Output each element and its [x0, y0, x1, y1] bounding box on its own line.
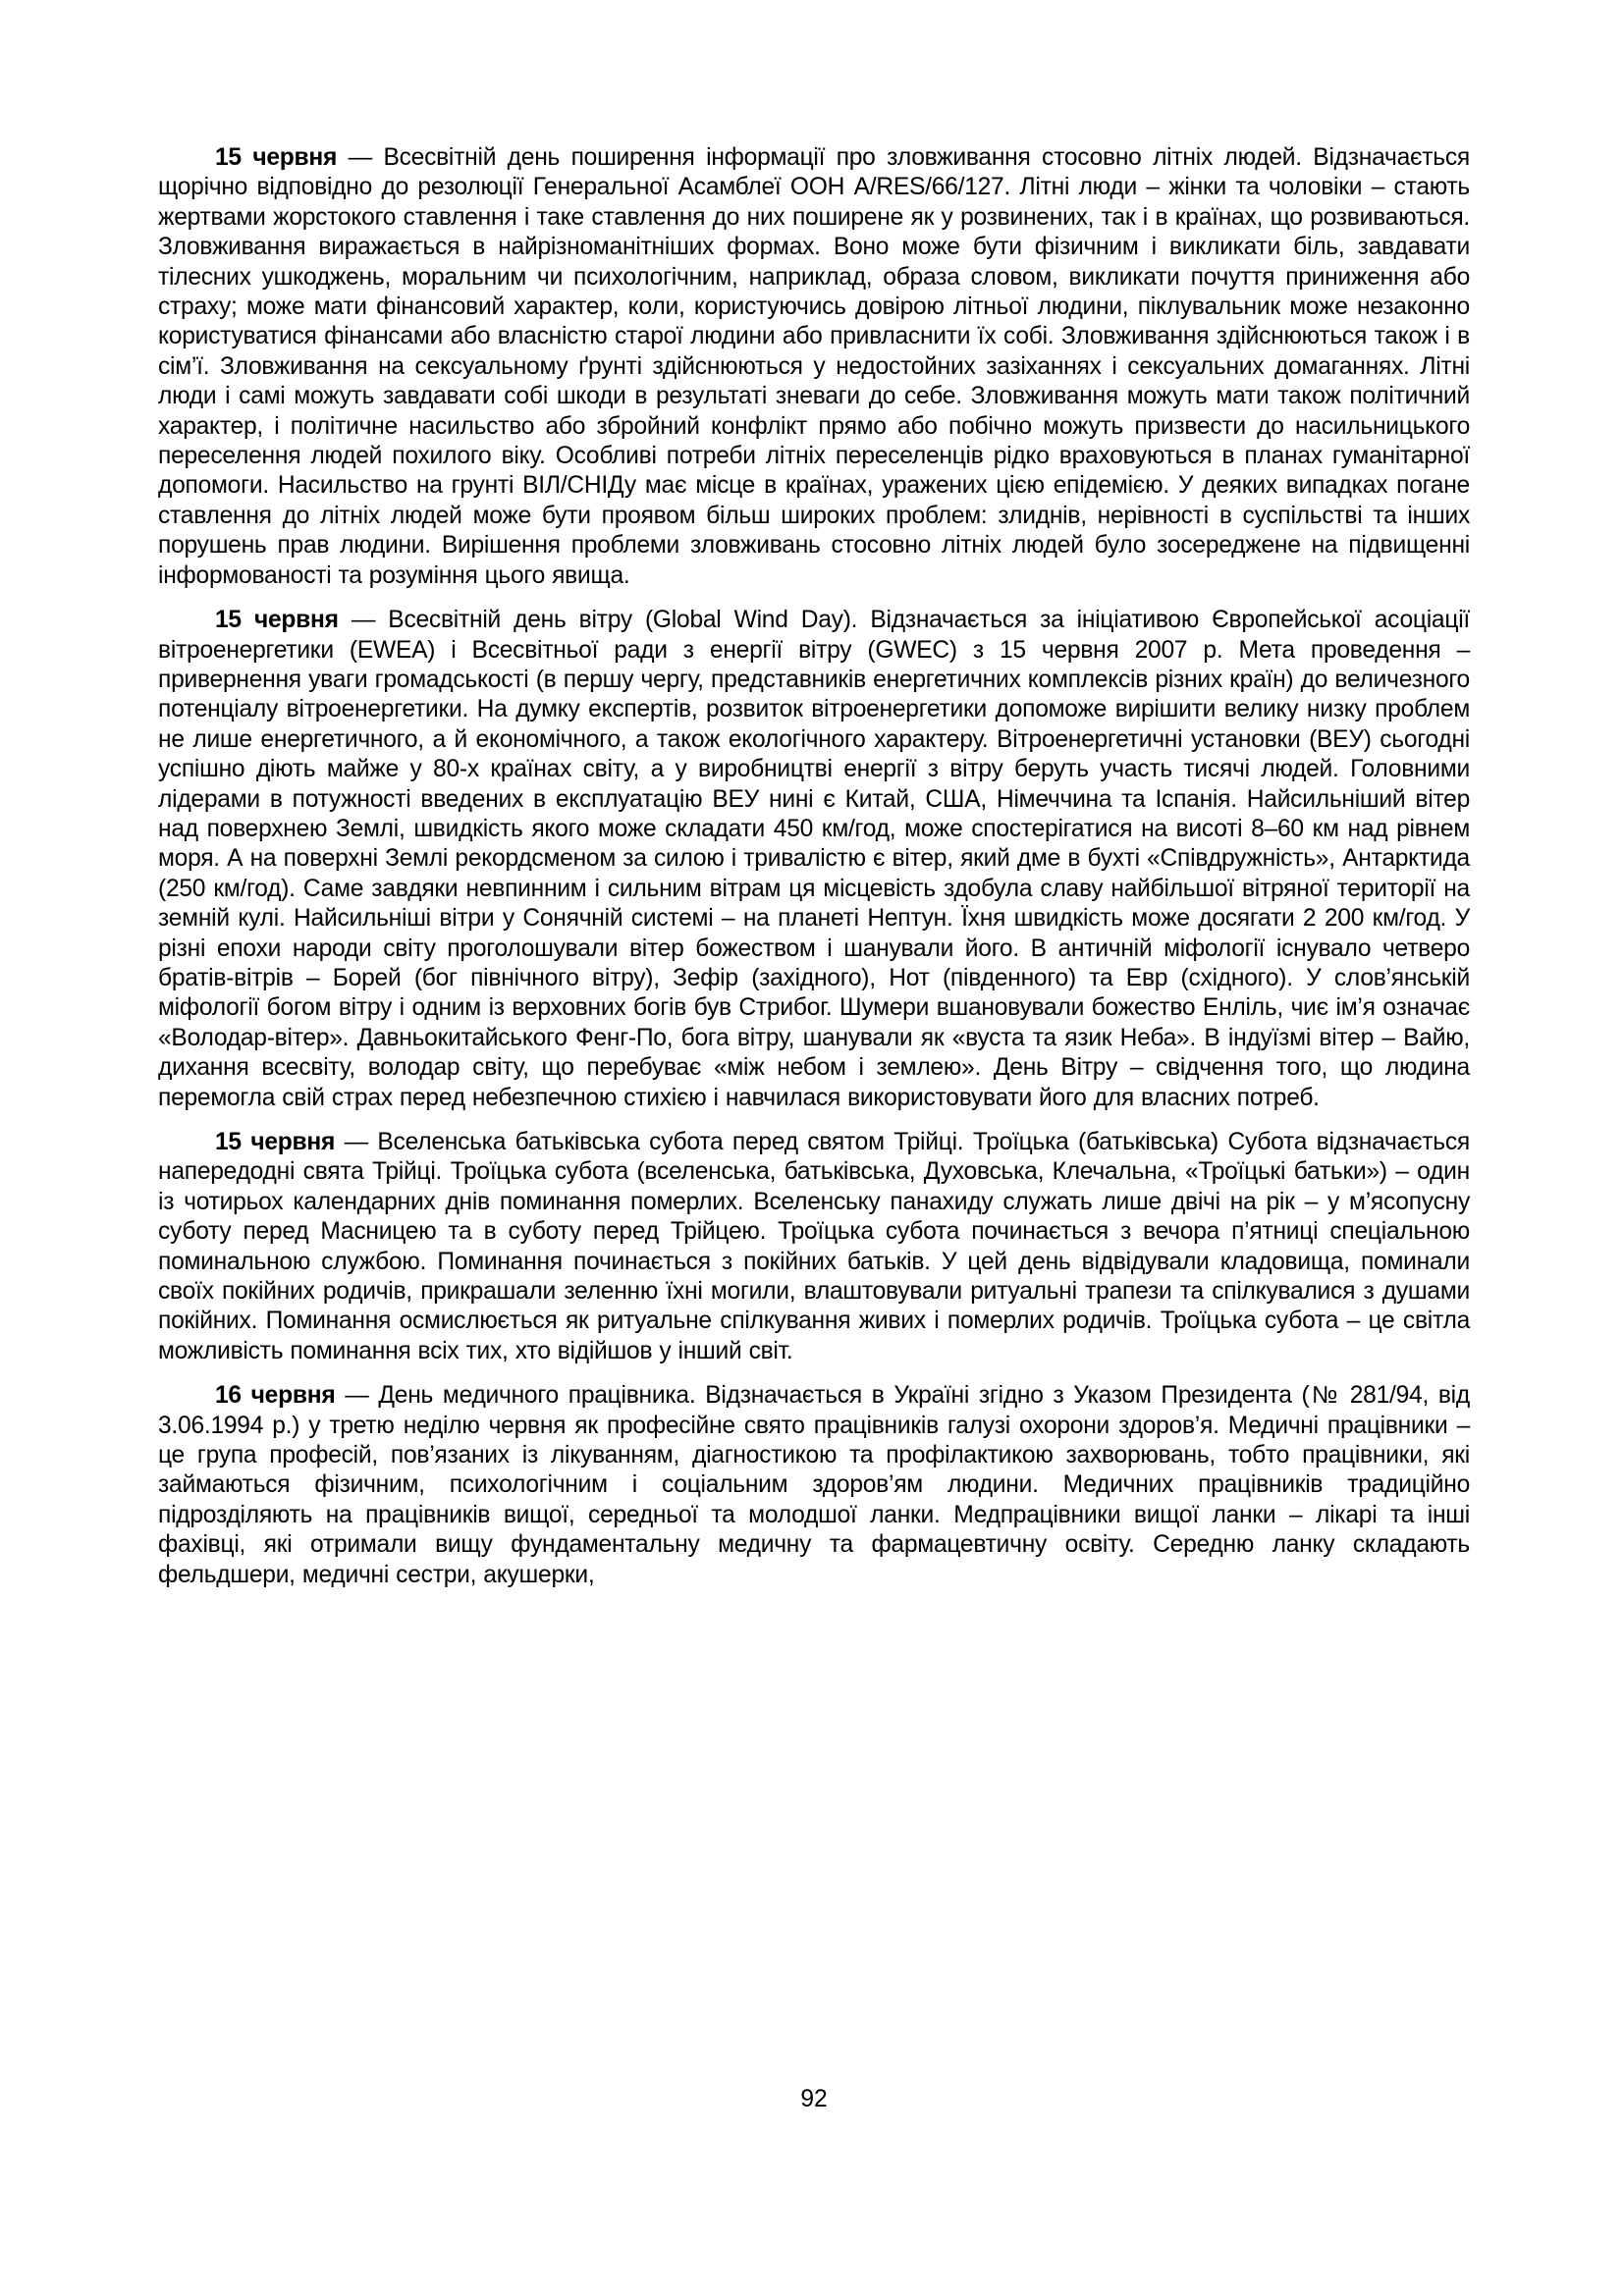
calendar-entry-june-15-wind-day [158, 606, 1470, 1113]
calendar-entry-june-15-elder-abuse [158, 143, 1470, 591]
entry-text: — Всесвітній день поширення інформації про зловживання стосовно літніх людей. Відзначається щорічно відповідно до резолюції Генеральної Асамблеї ООН A/RES/66/127. Літні люди – жінки та чоловіки – стають жертвами жорстокого ставлення і таке ставлення до них поширене як у розвинених, так і в країнах, що розвиваються. Зловживання виражається в найрізноманітніших формах. Воно може бути фізичним і викликати біль, завдавати тілесних ушкоджень, моральним чи психологічним, наприклад, образа словом, викликати почуття приниження або страху; може мати фінансовий характер, коли, користуючись довірою літньої людини, піклувальник може незаконно користуватися фінансами або власністю старої людини або привласнити їх собі. Зловживання здійснюються також і в сім’ї. Зловживання на сексуальному ґрунті здійснюються у недостойних зазіханнях і сексуальних домаганнях. Літні люди і самі можуть завдавати собі шкоди в результаті зневаги до себе. Зловживання можуть мати також політичний характер, і політичне насильство або збройний конфлікт прямо або побічно можуть призвести до насильницького переселення людей похилого віку. Особливі потреби літніх переселенців рідко враховуються в планах гуманітарної допомоги. Насильство на грунті ВІЛ/СНІДу має місце в країнах, уражених цією епідемією. У деяких випадках погане ставлення до літніх людей може бути проявом більш широких проблем: злиднів, нерівності в суспільстві та інших порушень прав людини. Вирішення проблеми зловживань стосовно літніх людей було зосереджене на підвищенні інформованості та розуміння цього явища. [158, 144, 1470, 589]
entry-text: — Всесвітній день вітру (Global Wind Day). Відзначається за ініціативою Європейської асоціації вітроенергетики (EWEA) і Всесвітньої ради з енергії вітру (GWEC) з 15 червня 2007 р. Мета проведення – привернення уваги громадськості (в першу чергу, представників енергетичних комплексів різних країн) до величезного потенціалу вітроенергетики. На думку експертів, розвиток вітроенергетики допоможе вирішити велику низку проблем не лише енергетичного, а й економічного, а також екологічного характеру. Вітроенергетичні установки (ВЕУ) сьогодні успішно діють майже у 80-х країнах світу, а у виробництві енергії з вітру беруть участь тисячі людей. Головними лідерами в потужності введених в експлуатацію ВЕУ нині є Китай, США, Німеччина та Іспанія. Найсильніший вітер над поверхнею Землі, швидкість якого може складати 450 км/год, може спостерігатися на висоті 8–60 км над рівнем моря. А на поверхні Землі рекордсменом за силою і тривалістю є вітер, який дме в бухті «Співдружність», Антарктида (250 км/год). Саме завдяки невпинним і сильним вітрам ця місцевість здобула славу найбільшої вітряної території на земній кулі. Найсильніші вітри у Сонячній системі – на планеті Нептун. Їхня швидкість може досягати 2 200 км/год. У різні епохи народи світу проголошували вітер божеством і шанували його. В античній міфології існувало четверо братів-вітрів – Борей (бог північного вітру), Зефір (західного), Нот (південного) та Евр (східного). У слов’янській міфології богом вітру і одним із верховних богів був Стрибог. Шумери вшановували божество Енліль, чиє ім’я означає «Володар-вітер». Давньокитайського Фенг-По, бога вітру, шанували як «вуста та язик Неба». В індуїзмі вітер – Вайю, дихання всесвіту, володар світу, що перебуває «між небом і землею». День Вітру – свідчення того, що людина перемогла свій страх перед небезпечною стихією і навчилася використовувати його для власних потреб. [158, 607, 1470, 1111]
calendar-entry-june-15-parental-saturday [158, 1128, 1470, 1366]
page-number: 92 [800, 2086, 828, 2112]
entry-date: 15 червня [215, 1129, 336, 1155]
entry-date: 15 червня [215, 144, 338, 171]
page-text [158, 143, 1470, 1590]
entry-date: 15 червня [215, 607, 339, 634]
entry-text: — День медичного працівника. Відзначається в Україні згідно з Указом Президента (№ 281/94, від 3.06.1994 р.) у третю неділю червня як професійне свято працівників галузі охорони здоров’я. Медичні працівники – це група професій, пов’язаних із лікуванням, діагностикою та профілактикою захворювань, тобто працівники, які займаються фізичним, психологічним і соціальним здоров’ям людини. Медичних працівників традиційно підрозділяють на працівників вищої, середньої та молодшої ланки. Медпрацівники вищої ланки – лікарі та інші фахівці, які отримали вищу фундаментальну медичну та фармацевтичну освіту. Середню ланку складають фельдшери, медичні сестри, акушерки, [158, 1382, 1470, 1588]
entry-text: — Вселенська батьківська субота перед святом Трійці. Троїцька (батьківська) Субота відзначається напередодні свята Трійці. Троїцька субота (вселенська, батьківська, Духовська, Клечальна, «Троїцькі батьки») – один із чотирьох календарних днів поминання померлих. Вселенську панахиду служать лише двічі на рік – у м’ясопусну суботу перед Масницею та в суботу перед Трійцею. Троїцька субота починається з вечора п’ятниці спеціальною поминальною службою. Поминання починається з покійних батьків. У цей день відвідували кладовища, поминали своїх покійних родичів, прикрашали зеленню їхні могили, влаштовували ритуальні трапези та спілкувалися з душами покійних. Поминання осмислюється як ритуальне спілкування живих і померлих родичів. Троїцька субота – це світла можливість поминання всіх тих, хто відійшов у інший світ. [158, 1129, 1470, 1364]
entry-date: 16 червня [215, 1382, 336, 1410]
calendar-entry-june-16-medical-worker [158, 1381, 1470, 1590]
